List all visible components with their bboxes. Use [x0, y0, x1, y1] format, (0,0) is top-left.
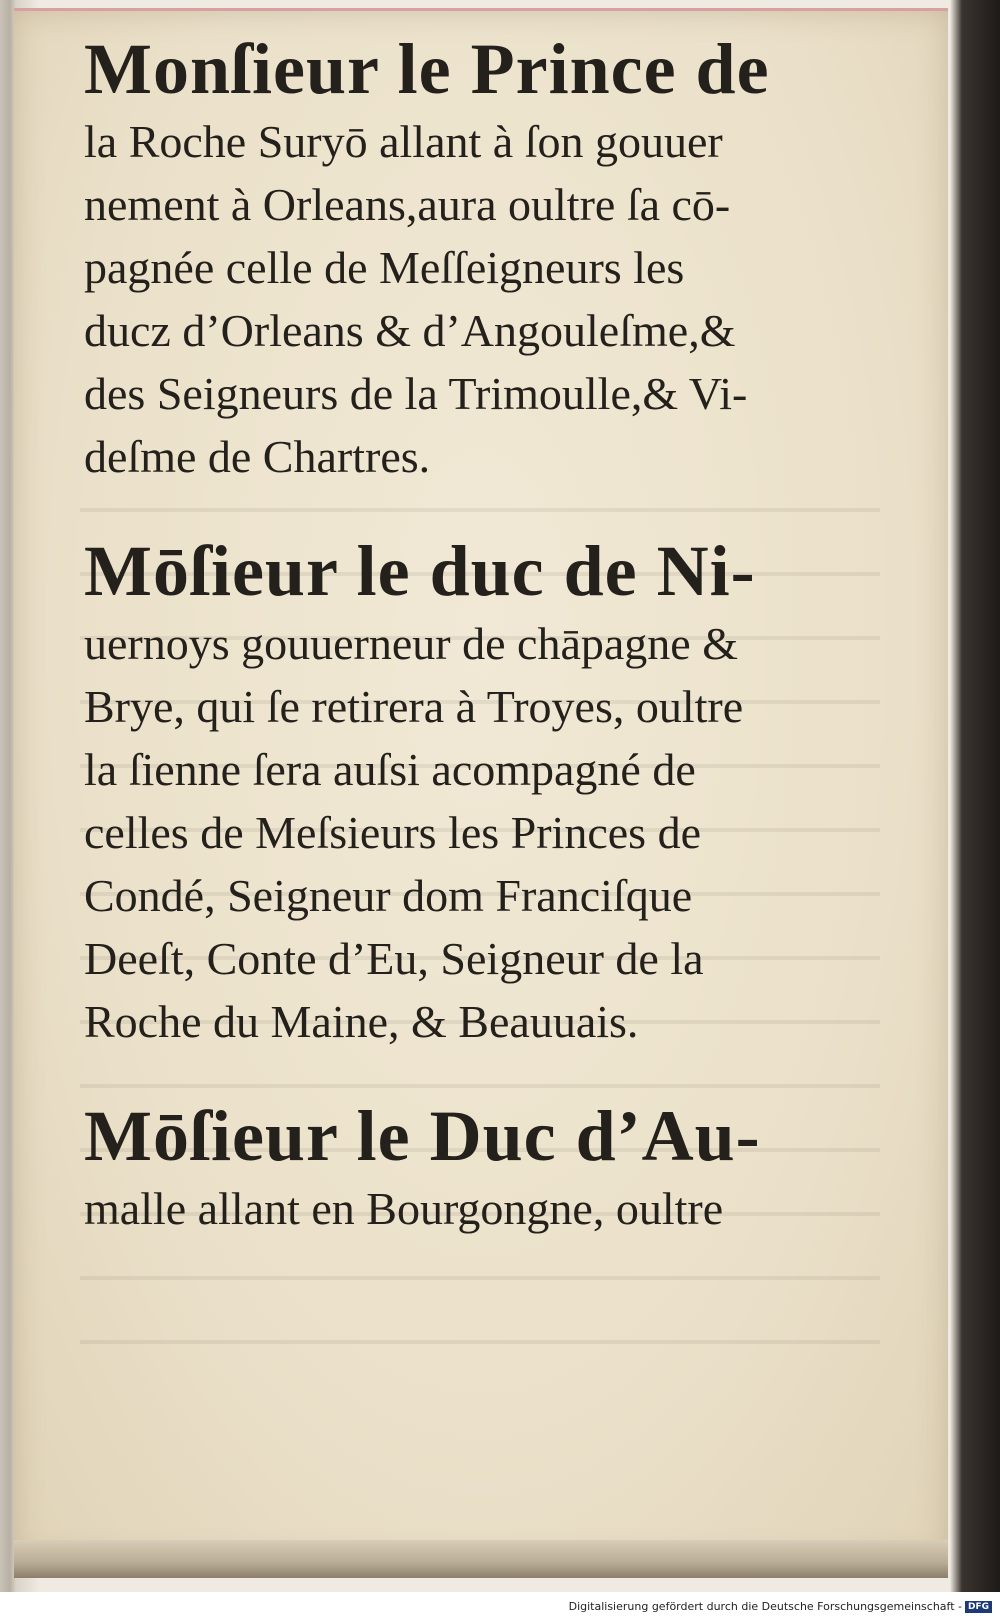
section-heading: Mōſieur le duc de Ni-: [84, 531, 756, 611]
section-2: [84, 530, 860, 1053]
text-line: la ſienne ſera auſsi acompagné de: [84, 744, 696, 795]
section-heading: Monſieur le Prince de: [84, 29, 770, 109]
text-line: uernoys gouuerneur de chāpagne &: [84, 618, 738, 669]
section-3: [84, 1095, 860, 1240]
section-paragraph: [84, 612, 860, 1053]
page-text: [84, 14, 860, 1282]
dfg-logo: DFG: [965, 1601, 992, 1613]
text-line: ducz d’Orleans & d’Angouleſme,&: [84, 305, 736, 356]
section-heading: Mōſieur le Duc d’Au-: [84, 1096, 761, 1176]
text-line: deſme de Chartres.: [84, 431, 431, 482]
text-line: pagnée celle de Meſſeigneurs les: [84, 242, 685, 293]
text-line: nement à Orleans,aura oultre ſa cō-: [84, 179, 731, 230]
page-bottom-edge: [14, 1540, 948, 1578]
text-line: Roche du Maine, & Beauuais.: [84, 996, 639, 1047]
text-line: la Roche Suryō allant à ſon gouuer: [84, 116, 723, 167]
text-line: celles de Meſsieurs les Princes de: [84, 807, 701, 858]
digitization-footer: [0, 1592, 1000, 1620]
section-paragraph: [84, 110, 860, 488]
section-paragraph: [84, 1177, 860, 1240]
text-line: Condé, Seigneur dom Franciſque: [84, 870, 693, 921]
text-line: Brye, qui ſe retirera à Troyes, oultre: [84, 681, 744, 732]
funding-credit: Digitalisierung gefördert durch die Deutsche Forschungsgemeinschaft -: [568, 1600, 962, 1613]
text-line: des Seigneurs de la Trimoulle,& Vi-: [84, 368, 748, 419]
section-1: [84, 28, 860, 488]
text-line: malle allant en Bourgongne, oultre: [84, 1183, 724, 1234]
text-line: Deeſt, Conte d’Eu, Seigneur de la: [84, 933, 704, 984]
